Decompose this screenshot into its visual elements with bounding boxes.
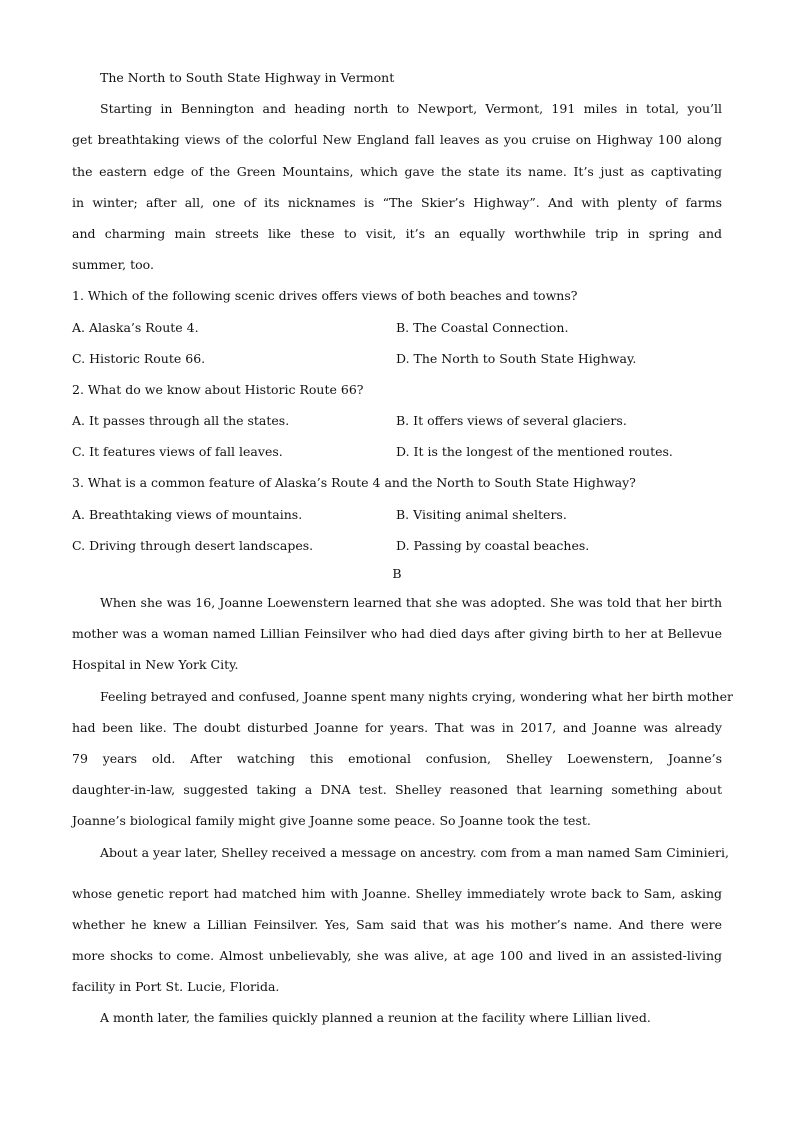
option-row [72,499,722,530]
paragraph-line: whether he knew a Lillian Feinsilver. Yes, Sam said that was his mother’s name. And there were [72,916,722,932]
paragraph-line: mother was a woman named Lillian Feinsilver who had died days after giving birth to her at Bellevue [72,626,722,642]
paragraph-line: the eastern edge of the Green Mountains, which gave the state its name. It’s just as captivating [72,163,722,179]
option-b: B. The Coastal Connection. [396,319,569,335]
paragraph-line: whose genetic report had matched him with Joanne. Shelley immediately wrote back to Sam, asking [72,885,722,901]
option-a: A. Breathtaking views of mountains. [72,506,303,522]
document-page [72,62,733,1034]
question-stem: 2. What do we know about Historic Route 66? [72,381,364,397]
paragraph-line: had been like. The doubt disturbed Joanne for years. That was in 2017, and Joanne was already [72,719,722,735]
option-row [72,405,722,436]
paragraph-line: Joanne’s biological family might give Joanne some peace. So Joanne took the test. [72,813,591,829]
paragraph-line: get breathtaking views of the colorful New England fall leaves as you cruise on Highway 100 along [72,132,722,148]
option-c: C. It features views of fall leaves. [72,444,283,460]
question-stem: 3. What is a common feature of Alaska’s Route 4 and the North to South State Highway? [72,475,636,491]
option-a: A. It passes through all the states. [72,413,290,429]
question-stem: 1. Which of the following scenic drives offers views of both beaches and towns? [72,288,578,304]
line-gap [72,868,722,878]
paragraph-line: and charming main streets like these to visit, it’s an equally worthwhile trip in spring and [72,225,722,241]
option-row [72,343,722,374]
paragraph-line: daughter-in-law, suggested taking a DNA test. Shelley reasoned that learning something about [72,782,722,798]
paragraph-line: summer, too. [72,257,154,273]
option-c: C. Driving through desert landscapes. [72,537,314,553]
paragraph-line: About a year later, Shelley received a message on ancestry. com from a man named Sam Ciminieri, [100,844,729,860]
option-d: D. The North to South State Highway. [396,350,637,366]
paragraph-line: Hospital in New York City. [72,657,239,673]
option-row [72,530,722,561]
option-row [72,436,722,467]
option-d: D. Passing by coastal beaches. [396,537,590,553]
section-label: B [392,566,402,581]
paragraph-line: A month later, the families quickly planned a reunion at the facility where Lillian lived. [100,1010,651,1026]
paragraph-line: Starting in Bennington and heading north to Newport, Vermont, 191 miles in total, you’ll [100,101,722,117]
paragraph-line: in winter; after all, one of its nicknames is “The Skier’s Highway”. And with plenty of farms [72,194,722,210]
option-a: A. Alaska’s Route 4. [72,319,199,335]
option-b: B. It offers views of several glaciers. [396,413,627,429]
paragraph-line: 79 years old. After watching this emotional confusion, Shelley Loewenstern, Joanne’s [72,750,722,766]
option-b: B. Visiting animal shelters. [396,506,567,522]
paragraph-line: more shocks to come. Almost unbelievably, she was alive, at age 100 and lived in an assisted-living [72,948,722,964]
paragraph-line: When she was 16, Joanne Loewenstern learned that she was adopted. She was told that her birth [100,595,722,610]
paragraph-line: facility in Port St. Lucie, Florida. [72,979,280,995]
option-row [72,312,722,343]
option-c: C. Historic Route 66. [72,350,206,366]
passage-title: The North to South State Highway in Vermont [100,70,395,85]
option-d: D. It is the longest of the mentioned routes. [396,444,673,460]
paragraph-line: Feeling betrayed and confused, Joanne spent many nights crying, wondering what her birth mother [100,688,733,704]
